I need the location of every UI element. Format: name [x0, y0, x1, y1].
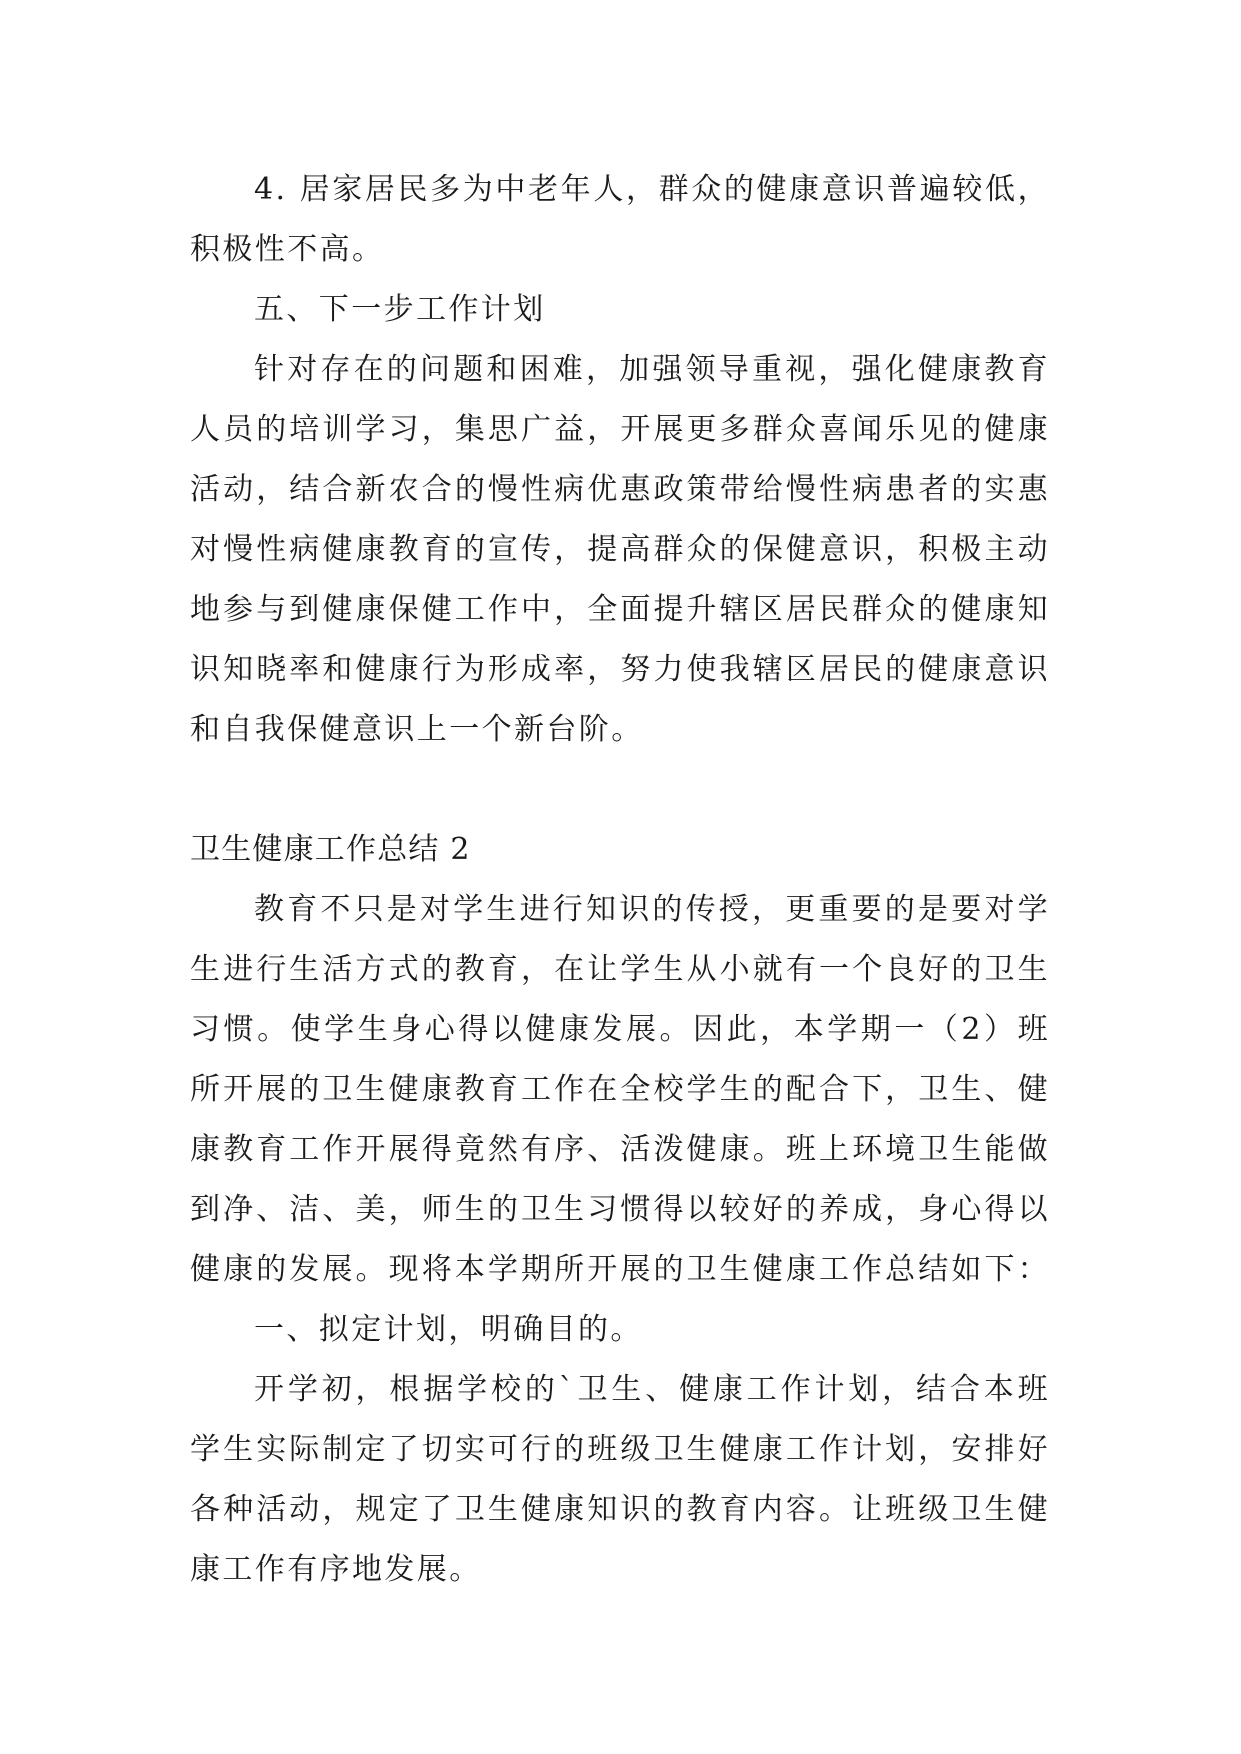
paragraph-line: 学生实际制定了切实可行的班级卫生健康工作计划，安排好: [190, 1432, 1050, 1467]
paragraph-line: 活动，结合新农合的慢性病优惠政策带给慢性病患者的实惠: [190, 472, 1050, 507]
paragraph-line: 和自我保健意识上一个新台阶。: [190, 712, 644, 747]
paragraph-line: 教育不只是对学生进行知识的传授，更重要的是要对学: [254, 892, 1050, 927]
paragraph-line: 地参与到健康保健工作中，全面提升辖区居民群众的健康知: [190, 592, 1050, 627]
paragraph-line: 人员的培训学习，集思广益，开展更多群众喜闻乐见的健康: [190, 412, 1050, 447]
paragraph-line: 识知晓率和健康行为形成率，努力使我辖区居民的健康意识: [190, 652, 1050, 687]
paragraph-line: 康工作有序地发展。: [190, 1552, 482, 1587]
paragraph-line: 康教育工作开展得竟然有序、活泼健康。班上环境卫生能做: [190, 1132, 1050, 1167]
section-heading: 五、下一步工作计划: [254, 292, 546, 327]
paragraph-line: 到净、洁、美，师生的卫生习惯得以较好的养成，身心得以: [190, 1192, 1050, 1227]
paragraph-line: 积极性不高。: [190, 232, 385, 267]
document-title: 卫生健康工作总结 2: [190, 832, 471, 867]
paragraph-line: 所开展的卫生健康教育工作在全校学生的配合下，卫生、健: [190, 1072, 1050, 1107]
paragraph-line: 对慢性病健康教育的宣传，提高群众的保健意识，积极主动: [190, 532, 1050, 567]
paragraph-line: 开学初，根据学校的`卫生、健康工作计划，结合本班: [254, 1372, 1050, 1407]
document-body: [190, 160, 1050, 1600]
paragraph-line: 习惯。使学生身心得以健康发展。因此，本学期一（2）班: [190, 1012, 1050, 1047]
paragraph-line: 4. 居家居民多为中老年人，群众的健康意识普遍较低，: [254, 172, 1050, 207]
paragraph-line: 生进行生活方式的教育，在让学生从小就有一个良好的卫生: [190, 952, 1050, 987]
paragraph-line: 各种活动，规定了卫生健康知识的教育内容。让班级卫生健: [190, 1492, 1050, 1527]
paragraph-line: 健康的发展。现将本学期所开展的卫生健康工作总结如下：: [190, 1252, 1050, 1287]
section-heading: 一、拟定计划，明确目的。: [254, 1312, 643, 1347]
paragraph-line: 针对存在的问题和困难，加强领导重视，强化健康教育: [254, 352, 1050, 387]
section-spacer: [190, 760, 1050, 820]
